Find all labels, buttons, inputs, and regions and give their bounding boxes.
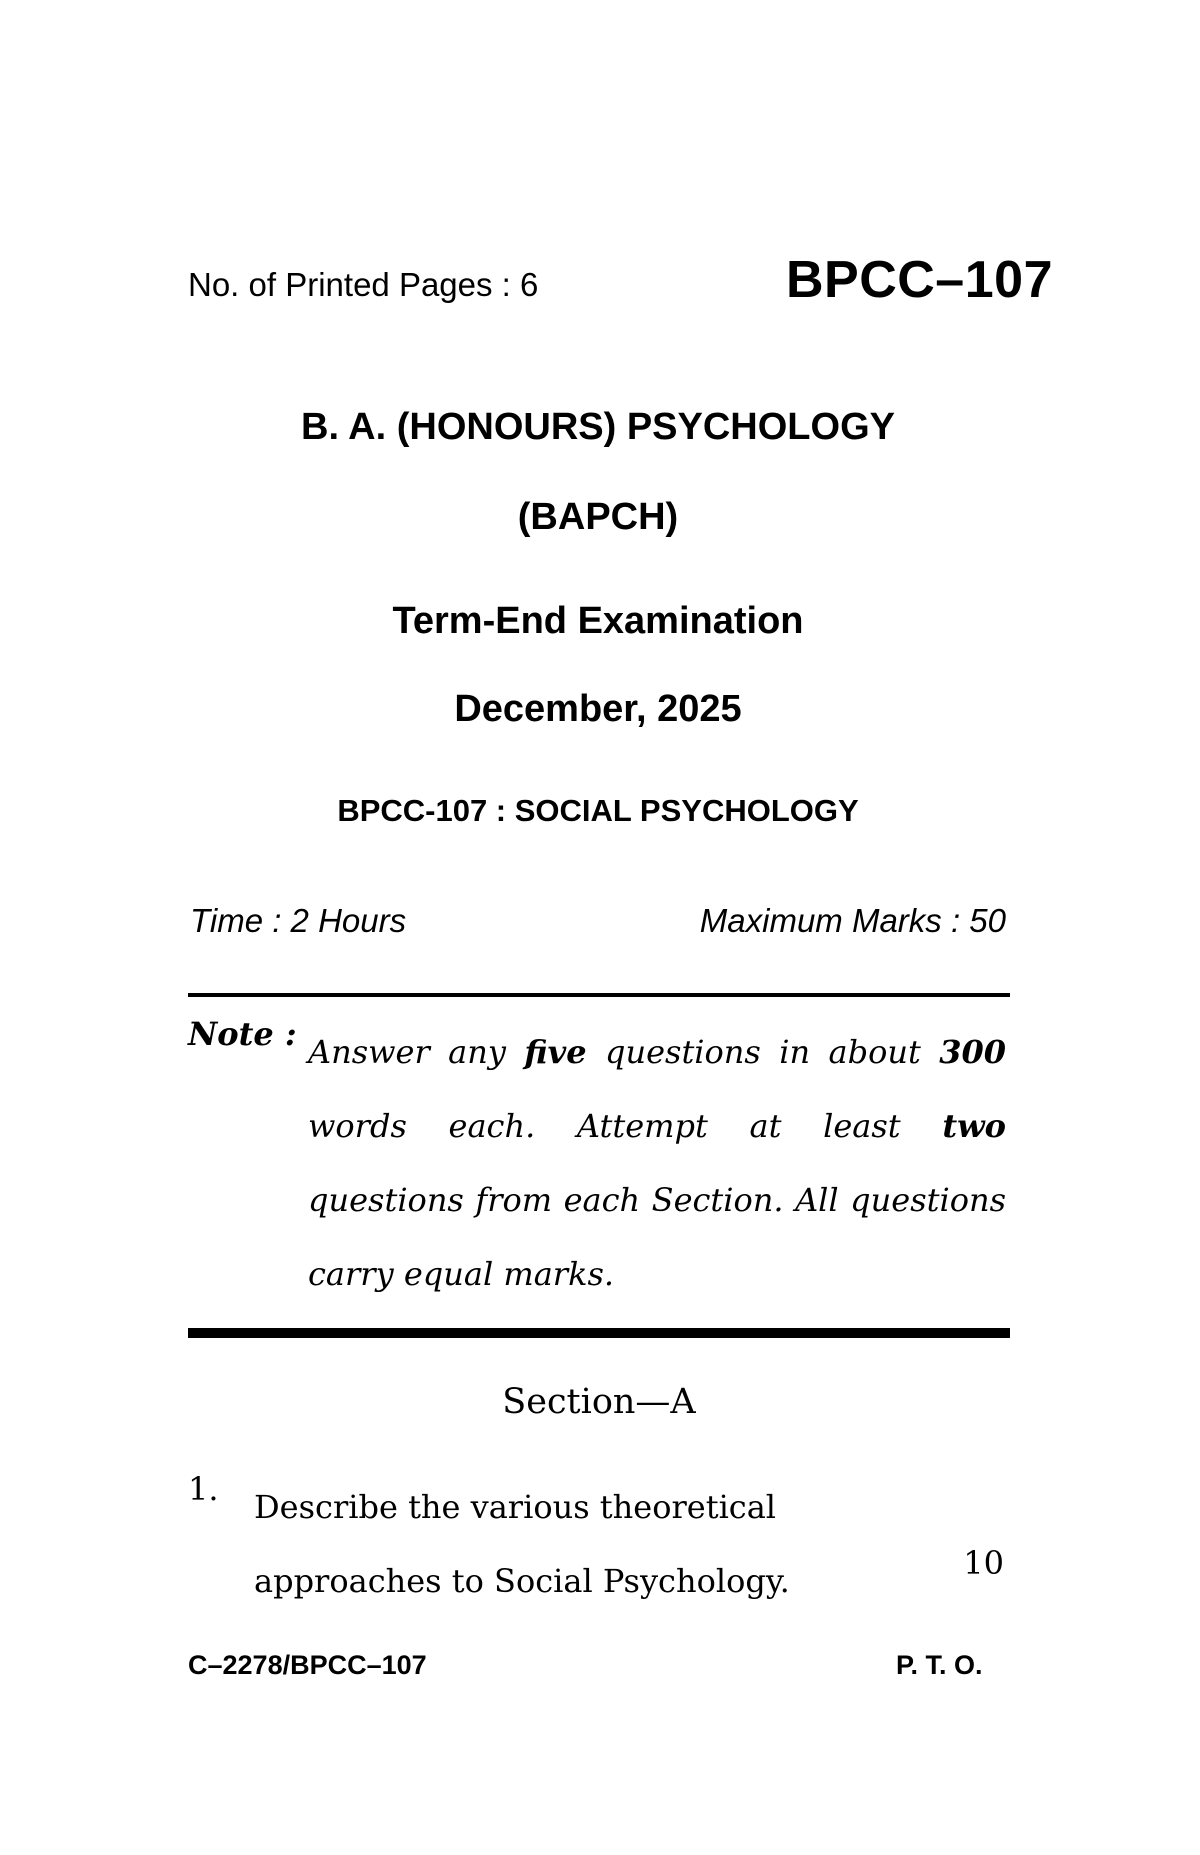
note-text-part: Answer any (308, 1033, 525, 1071)
divider-top (188, 993, 1010, 997)
question-text: Describe the various theoretical approaches to Social Psychology. (254, 1488, 790, 1600)
note-label: Note : (188, 1015, 297, 1053)
note-text (308, 1015, 1006, 1311)
printed-pages-count: No. of Printed Pages : 6 (188, 266, 539, 303)
footer-paper-code: C–2278/BPCC–107 (188, 1650, 427, 1680)
note-text-part: questions in about (586, 1033, 940, 1071)
note-emphasis-two: two (942, 1107, 1006, 1145)
paper-code: BPCC–107 (785, 251, 1053, 309)
maximum-marks: Maximum Marks : 50 (699, 902, 1006, 939)
divider-bottom (188, 1328, 1010, 1338)
exam-type: Term-End Examination (392, 600, 804, 642)
note-text-part: words each. Attempt at least (308, 1107, 943, 1145)
note-emphasis-300: 300 (939, 1033, 1007, 1071)
note-text-part: questions from each Section. All questions carry equal marks. (308, 1181, 1006, 1293)
exam-time: Time : 2 Hours (190, 902, 407, 939)
footer-pto: P. T. O. (896, 1650, 983, 1680)
exam-date: December, 2025 (454, 688, 742, 730)
programme-code: (BAPCH) (517, 496, 679, 538)
question-marks: 10 (963, 1544, 1004, 1582)
page-header (188, 250, 1053, 310)
section-heading: Section—A (502, 1382, 696, 1422)
note-emphasis-five: five (524, 1033, 587, 1071)
course-title: BPCC-107 : SOCIAL PSYCHOLOGY (337, 793, 859, 828)
programme-title: B. A. (HONOURS) PSYCHOLOGY (301, 406, 895, 448)
question-number: 1. (188, 1470, 219, 1508)
